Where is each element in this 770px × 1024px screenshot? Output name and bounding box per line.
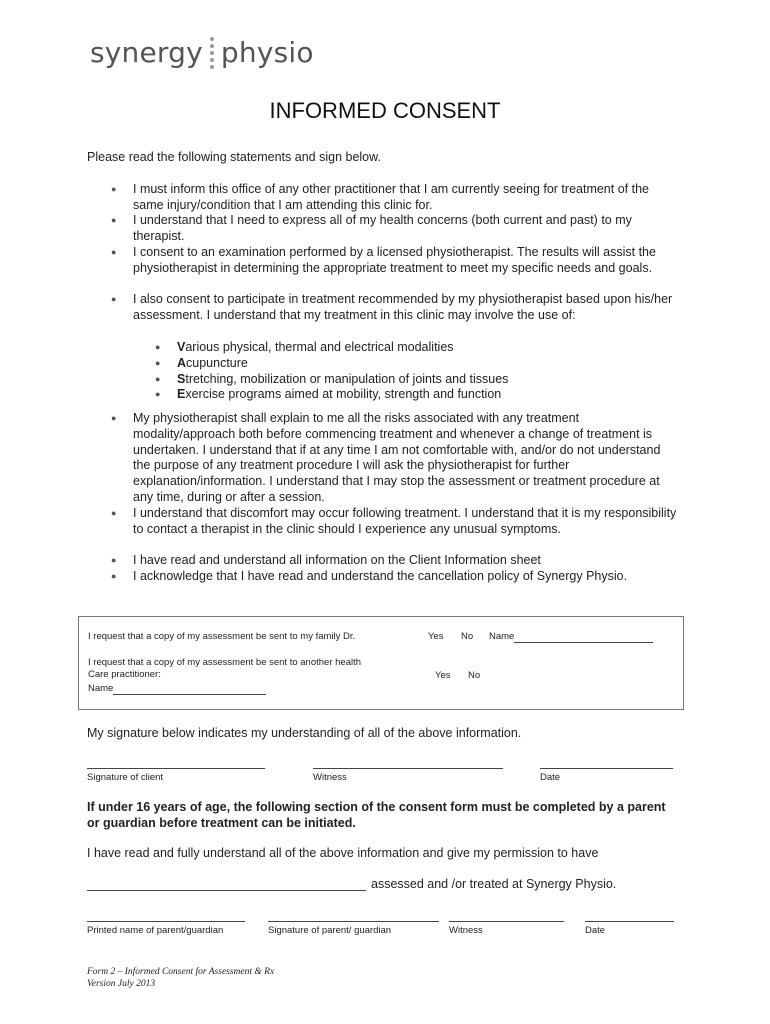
treatment-initial: E [177,387,186,401]
assessed-text: assessed and /or treated at Synergy Physio. [371,877,617,891]
bullet-dot: ● [155,342,161,352]
bullet-dot: ● [111,215,117,225]
parent-date-line[interactable] [585,921,674,922]
request-other-practitioner-text [88,657,361,681]
bullet-text: I acknowledge that I have read and understand the cancellation policy of Synergy Physio. [133,569,628,583]
name-label: Name [489,631,515,642]
synergy-physio-logo [90,36,314,69]
page-title: INFORMED CONSENT [269,98,501,123]
bullet-dot: ● [111,294,117,304]
bullet-dot: ● [111,571,117,581]
form-footer-line-1: Form 2 – Informed Consent for Assessment & Rx [87,967,275,977]
witness-label: Witness [313,772,347,783]
parent-signature-line[interactable] [268,921,439,922]
family-dr-yes-option[interactable]: Yes [428,631,444,642]
parent-witness-line[interactable] [449,921,564,922]
request-other-line-2: Care practitioner: [88,669,161,680]
name-blank-line [514,632,653,643]
bullet-item [111,213,678,245]
treatment-initial: V [177,340,186,354]
logo-word-physio: physio [220,36,314,69]
bullet-dot: ● [155,358,161,368]
parent-date-label: Date [585,925,606,936]
date-signature-line[interactable] [540,768,673,769]
bullet-text: I understand that I need to express all of my health concerns (both current and past) to my therapist. [133,213,632,243]
name-blank-line [113,684,266,695]
bullet-item [111,292,678,324]
patient-name-line[interactable] [87,890,366,891]
family-dr-no-option[interactable]: No [461,631,474,642]
signature-statement: My signature below indicates my understanding of all of the above information. [87,726,522,740]
treatment-text: cupuncture [186,356,248,370]
logo-word-synergy: synergy [90,36,203,69]
treatment-item-stretching [155,372,677,388]
bullet-text: I also consent to participate in treatment recommended by my physiotherapist based upon his/her assessment. I understand that my treatment in this clinic may involve the use of: [133,292,673,322]
treatment-initial: A [177,356,187,370]
name-label: Name [88,683,114,694]
other-practitioner-name-field[interactable] [88,683,266,695]
request-other-line-1: I request that a copy of my assessment be sent to another health [88,657,362,668]
treatment-item-acupuncture [155,356,677,372]
bullet-dot: ● [111,413,117,423]
date-label: Date [540,772,561,783]
client-signature-label: Signature of client [87,772,164,783]
bullet-text: I consent to an examination performed by a licensed physiotherapist. The results will assist the physiotherapist in determining the appropriate treatment to meet my specific needs and goals. [133,245,656,275]
bullet-text: I have read and understand all information on the Client Information sheet [133,553,541,567]
treatment-text: xercise programs aimed at mobility, strength and function [185,387,502,401]
bullet-text: I understand that discomfort may occur following treatment. I understand that it is my responsibility to contact a therapist in the clinic should I experience any unusual symptoms. [133,506,677,536]
bullet-dot: ● [111,508,117,518]
parent-printed-name-line[interactable] [87,921,245,922]
bullet-dot: ● [111,247,117,257]
bullet-item [111,569,678,585]
bullet-item [111,411,678,506]
bullet-item [111,182,678,214]
bullet-item [111,245,678,277]
bullet-dot: ● [155,389,161,399]
parent-signature-label: Signature of parent/ guardian [268,925,392,936]
form-footer-line-2: Version July 2013 [87,979,156,989]
bullet-item [111,553,678,569]
witness-signature-line[interactable] [313,768,503,769]
bullet-dot: ● [111,555,117,565]
bullet-text: My physiotherapist shall explain to me all the risks associated with any treatment modality/approach both before commencing treatment and whenever a change of treatment is undertaken. I understand that if at any time I am not comfortable with, and/or do not understand the purpose of any treatment procedure I will ask the physiotherapist for further explanation/information. I understand that I may stop the assessment or treatment procedure at any time, during or after a session. [133,411,661,504]
family-dr-name-field[interactable] [489,631,653,643]
bullet-dot: ● [155,374,161,384]
treatment-text: tretching, mobilization or manipulation of joints and tissues [185,372,509,386]
request-family-dr-text: I request that a copy of my assessment be sent to my family Dr. [88,631,356,642]
bullet-text: I must inform this office of any other practitioner that I am currently seeing for treatment of the same injury/condition that I am attending this clinic for. [133,182,649,212]
parent-witness-label: Witness [449,925,483,936]
client-signature-line[interactable] [87,768,265,769]
intro-text: Please read the following statements and sign below. [87,150,381,164]
treatment-text: arious physical, thermal and electrical modalities [185,340,454,354]
treatment-item-exercise [155,387,677,403]
logo-dots [210,37,214,69]
bullet-item [111,506,678,538]
other-practitioner-yes-option[interactable]: Yes [435,670,451,681]
under-16-notice: If under 16 years of age, the following section of the consent form must be completed by a parent or guardian before treatment can be initiated. [87,800,666,830]
parent-statement: I have read and fully understand all of the above information and give my permission to have [87,846,599,860]
other-practitioner-no-option[interactable]: No [468,670,481,681]
treatment-initial: S [177,372,186,386]
treatment-item-various [155,340,677,356]
bullet-dot: ● [111,184,117,194]
report-request-box [78,616,684,710]
printed-name-label: Printed name of parent/guardian [87,925,224,936]
